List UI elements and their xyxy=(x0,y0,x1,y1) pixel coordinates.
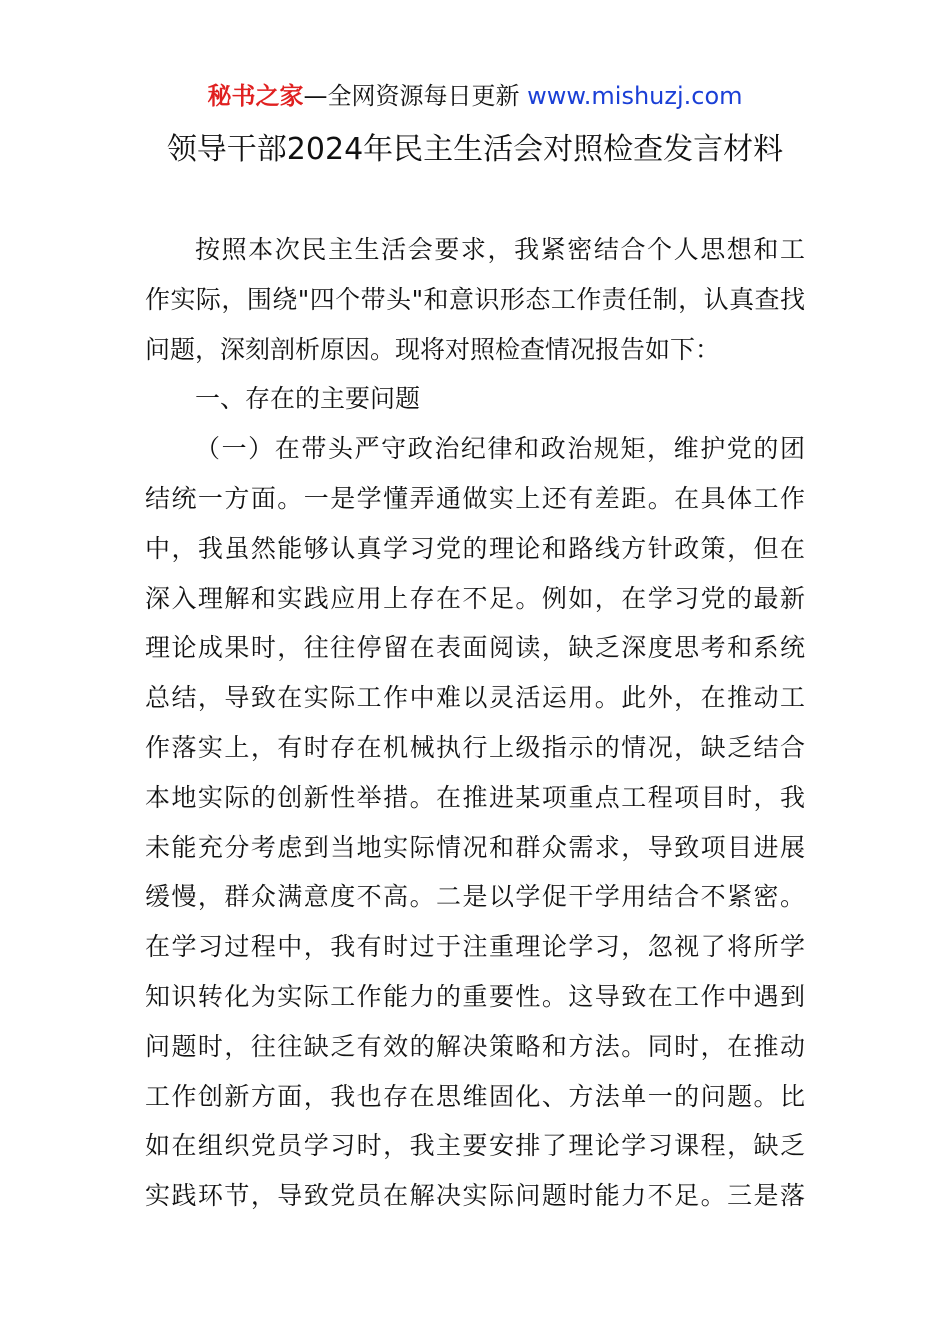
paragraph-line: 缓慢，群众满意度不高。二是以学促干学用结合不紧密。 xyxy=(145,882,805,912)
paragraph-line: 知识转化为实际工作能力的重要性。这导致在工作中遇到 xyxy=(145,981,805,1011)
paragraph-line: 中，我虽然能够认真学习党的理论和路线方针政策，但在 xyxy=(145,533,805,563)
section-heading: 一、存在的主要问题 xyxy=(195,384,421,414)
paragraph-line: 工作创新方面，我也存在思维固化、方法单一的问题。比 xyxy=(145,1081,805,1111)
paragraph-line: 按照本次民主生活会要求，我紧密结合个人思想和工 xyxy=(195,235,805,264)
brand-name: 秘书之家 xyxy=(207,82,304,110)
paragraph-line: 深入理解和实践应用上存在不足。例如，在学习党的最新 xyxy=(145,583,805,613)
document-title: 领导干部2024年民主生活会对照检查发言材料 xyxy=(166,132,784,167)
paragraph-line: 本地实际的创新性举措。在推进某项重点工程项目时，我 xyxy=(145,782,805,812)
paragraph-line: 未能充分考虑到当地实际情况和群众需求，导致项目进展 xyxy=(145,832,805,862)
site-banner xyxy=(0,80,950,112)
paragraph-line: （一）在带头严守政治纪律和政治规矩，维护党的团 xyxy=(195,434,805,464)
paragraph-line: 如在组织党员学习时，我主要安排了理论学习课程，缺乏 xyxy=(145,1131,805,1161)
paragraph-line: 作落实上，有时存在机械执行上级指示的情况，缺乏结合 xyxy=(145,732,805,762)
paragraph-line: 结统一方面。一是学懂弄通做实上还有差距。在具体工作 xyxy=(145,483,805,513)
paragraph-line: 在学习过程中，我有时过于注重理论学习，忽视了将所学 xyxy=(145,932,805,962)
banner-tagline: —全网资源每日更新 xyxy=(303,82,528,110)
site-link[interactable]: www.mishuzj.com xyxy=(527,82,743,110)
paragraph-line: 作实际，围绕"四个带头"和意识形态工作责任制，认真查找 xyxy=(145,284,805,314)
paragraph-line: 理论成果时，往往停留在表面阅读，缺乏深度思考和系统 xyxy=(145,633,805,663)
paragraph-line: 总结，导致在实际工作中难以灵活运用。此外，在推动工 xyxy=(145,683,805,713)
document-body xyxy=(145,225,805,1221)
paragraph-line: 问题时，往往缺乏有效的解决策略和方法。同时，在推动 xyxy=(145,1031,805,1061)
paragraph-line: 实践环节，导致党员在解决实际问题时能力不足。三是落 xyxy=(145,1181,805,1211)
paragraph-line: 问题，深刻剖析原因。现将对照检查情况报告如下： xyxy=(145,334,721,364)
